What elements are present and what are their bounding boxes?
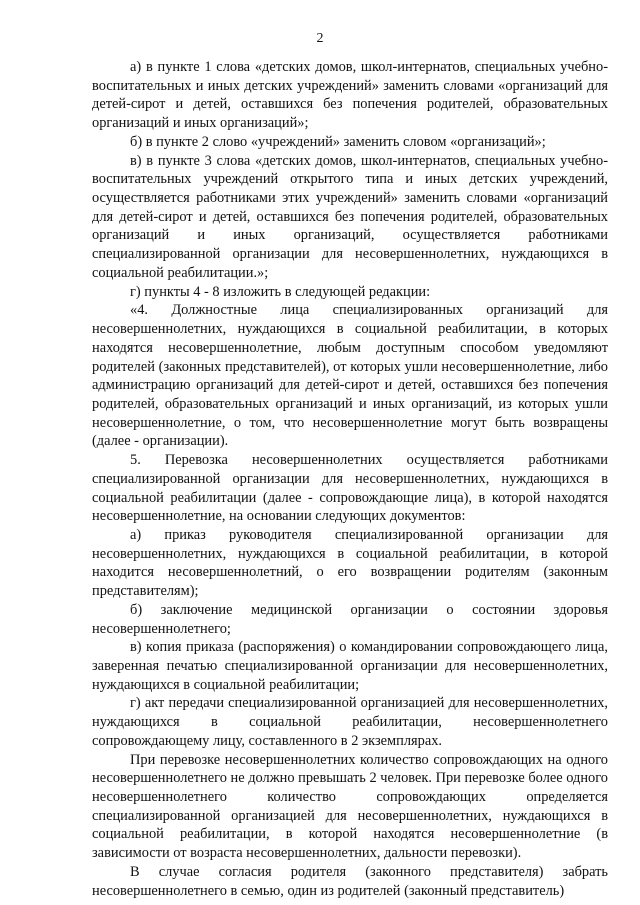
paragraph-amendment-g: г) пункты 4 - 8 изложить в следующей редакции: xyxy=(130,283,431,300)
paragraph-document-a: а) приказ руководителя специализированной организации для несовершеннолетних, нуждающихся в социальной реабилитации, в которой находится несовершеннолетний, о его возвращении родителям (законным представителям); xyxy=(92,526,608,600)
paragraph-document-g: г) акт передачи специализированной организацией для несовершеннолетних, нуждающихся в социальной реабилитации, несовершеннолетнего сопровождающему лицу, составленного в 2 экземплярах. xyxy=(92,695,608,749)
page-number: 2 xyxy=(316,31,324,46)
paragraph-point-4: «4. Должностные лица специализированных организаций для несовершеннолетних, нуждающихся в социальной реабилитации, в которых находятся несовершеннолетние, любым доступным способом уведомляют родителей (законных представителей), от которых ушли несовершеннолетние, либо администрацию организаций для детей-сирот и детей, оставшихся без попечения родителей, образовательных организаций и иных организаций, из которых ушли несовершеннолетние, о том, что несовершеннолетние могут быть возвращены (далее - организации). xyxy=(92,302,608,450)
paragraph-document-b: б) заключение медицинской организации о состоянии здоровья несовершеннолетнего; xyxy=(92,601,608,637)
paragraph-amendment-v: в) в пункте 3 слова «детских домов, школ-интернатов, специальных учебно-воспитательных учреждений открытого типа и иных детских учреждений, осуществляется работниками этих учреждений» заменить словами «организаций для детей-сирот и детей, оставшихся без попечения родителей, образовательных организаций и иных организаций, осуществляется работниками специализированной организации для несовершеннолетних, нуждающихся в социальной реабилитации.»; xyxy=(92,152,608,281)
paragraph-escort-count: При перевозке несовершеннолетних количество сопровождающих на одного несовершеннолетнего не должно превышать 2 человек. При перевозке более одного несовершеннолетнего количество сопровождающих определяется специализированной организацией для несовершеннолетних, нуждающихся в социальной реабилитации, в которой находятся несовершеннолетние (в зависимости от возраста несовершеннолетних, дальности перевозки). xyxy=(92,751,608,862)
paragraph-document-v: в) копия приказа (распоряжения) о командировании сопровождающего лица, заверенная печатью специализированной организации для несовершеннолетних, нуждающихся в социальной реабилитации; xyxy=(92,639,608,693)
paragraph-parent-consent: В случае согласия родителя (законного представителя) забрать несовершеннолетнего в семью, один из родителей (законный представитель) xyxy=(92,863,608,899)
paragraph-amendment-a: а) в пункте 1 слова «детских домов, школ-интернатов, специальных учебно-воспитательных и иных детских учреждений» заменить словами «организаций для детей-сирот и детей, оставшихся без попечения родителей, образовательных организаций и иных организаций»; xyxy=(92,59,608,132)
document-body xyxy=(92,58,608,900)
paragraph-point-5: 5. Перевозка несовершеннолетних осуществляется работниками специализированной организации для несовершеннолетних, нуждающихся в социальной реабилитации (далее - сопровождающие лица), в которой находятся несовершеннолетние, на основании следующих документов: xyxy=(92,452,608,525)
paragraph-amendment-b: б) в пункте 2 слово «учреждений» заменить словом «организаций»; xyxy=(130,133,546,150)
